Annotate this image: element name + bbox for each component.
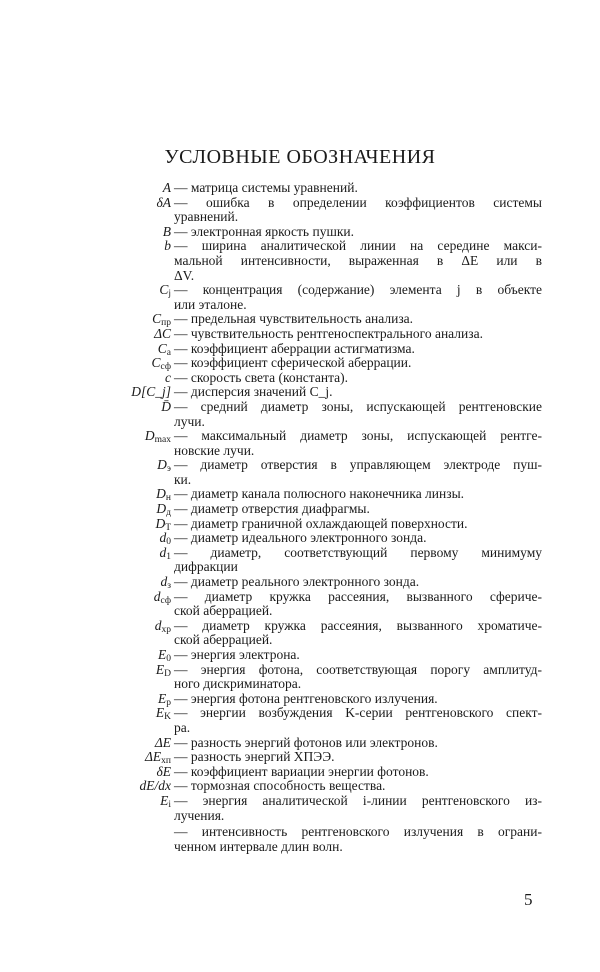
notation-symbol <box>96 342 174 357</box>
notation-entry <box>96 779 542 794</box>
notation-definition <box>174 706 542 735</box>
definition-line: — диаметр канала полюсного наконечника линзы. <box>174 486 465 502</box>
definition-line: ΔV. <box>174 267 195 283</box>
symbol-subscript: 0 <box>166 537 171 548</box>
notation-entry <box>96 590 542 619</box>
notation-entry <box>96 531 542 546</box>
definition-text: максимальный диаметр зоны, испускающей рентге- <box>201 428 543 444</box>
notation-entry <box>96 196 542 225</box>
symbol-main: δE <box>156 763 171 779</box>
notation-entry <box>96 283 542 312</box>
definition-line: — ширина аналитической линии на середине макси- <box>174 238 543 254</box>
definition-text: электронная яркость пушки. <box>190 223 354 239</box>
notation-symbol <box>96 327 174 342</box>
notation-entry <box>96 663 542 692</box>
symbol-main: ΔE <box>154 734 171 750</box>
notation-entry <box>96 794 542 823</box>
notation-symbol <box>96 750 174 765</box>
symbol-main: E <box>155 661 165 677</box>
definition-line: — коэффициент вариации энергии фотонов. <box>174 763 429 779</box>
symbol-main: E <box>155 705 165 721</box>
notation-entry <box>96 385 542 400</box>
notation-symbol <box>96 196 174 225</box>
notation-symbol <box>96 517 174 532</box>
notation-definition <box>174 283 542 312</box>
notation-entry <box>96 327 542 342</box>
symbol-main: d <box>153 588 161 604</box>
notation-definition <box>174 825 542 854</box>
symbol-subscript: хр <box>161 624 171 635</box>
definition-line: — матрица системы уравнений. <box>174 180 358 195</box>
page-title: УСЛОВНЫЕ ОБОЗНАЧЕНИЯ <box>164 146 436 168</box>
definition-line: — энергия фотона, соответствующая порогу амплитуд- <box>174 661 543 677</box>
symbol-subscript: T <box>165 522 171 533</box>
symbol-main: C <box>159 282 169 298</box>
notation-entry <box>96 692 542 707</box>
symbol-main: ΔE <box>144 749 162 765</box>
definition-line: — коэффициент сферической аберрации. <box>174 355 412 371</box>
definition-line: дифракции <box>174 559 238 575</box>
definition-line: — диаметр кружка рассеяния, вызванного сфериче- <box>174 588 543 604</box>
definition-line: ской аберрацией. <box>174 632 273 648</box>
definition-text: разность энергий ХПЭЭ. <box>190 749 335 765</box>
definition-text: средний диаметр зоны, испускающей рентгеновские <box>200 398 542 414</box>
notation-symbol <box>96 575 174 590</box>
symbol-main: A <box>162 180 171 195</box>
notation-entry <box>96 619 542 648</box>
notation-symbol <box>96 706 174 735</box>
notation-symbol <box>96 663 174 692</box>
symbol-subscript: э <box>166 464 171 475</box>
symbol-subscript: D <box>164 668 171 679</box>
notation-entry <box>96 239 542 283</box>
notation-entry <box>96 517 542 532</box>
definition-text: чувствительность рентгеноспектрального анализа. <box>190 325 483 341</box>
notation-definition <box>174 487 542 502</box>
symbol-main: d <box>159 544 167 560</box>
notation-symbol <box>96 765 174 780</box>
notation-symbol <box>96 619 174 648</box>
definition-line: — разность энергий ХПЭЭ. <box>174 749 335 765</box>
notation-definition <box>174 429 542 458</box>
symbol-subscript: j <box>168 289 171 300</box>
definition-line: — диаметр идеального электронного зонда. <box>174 530 427 546</box>
definition-line: — скорость света (константа). <box>174 369 349 385</box>
notation-entry <box>96 371 542 386</box>
notation-definition <box>174 371 542 386</box>
notation-entry <box>96 225 542 240</box>
definition-line: ра. <box>174 719 191 735</box>
notation-symbol <box>96 356 174 371</box>
definition-text: диаметр отверстия в управляющем электроде пуш- <box>200 457 542 473</box>
notation-entry <box>96 400 542 429</box>
notation-definition <box>174 181 542 196</box>
notation-symbol <box>96 825 174 854</box>
notation-definition <box>174 196 542 225</box>
notation-entry <box>96 706 542 735</box>
definition-text: диаметр, соответствующий первому минимуму <box>210 544 542 560</box>
notation-definition <box>174 356 542 371</box>
definition-text: диаметр идеального электронного зонда. <box>190 530 427 546</box>
notation-symbol <box>96 546 174 575</box>
symbol-subscript: max <box>154 435 171 446</box>
symbol-subscript: 0 <box>166 654 171 664</box>
symbol-main: E <box>158 647 167 662</box>
notation-definition <box>174 458 542 487</box>
definition-text: матрица системы уравнений. <box>190 180 358 195</box>
definition-line: — диаметр кружка рассеяния, вызванного хроматиче- <box>174 617 542 633</box>
notation-definition <box>174 400 542 429</box>
definition-line: — дисперсия значений C_j. <box>174 384 333 400</box>
definition-line: — энергия аналитической i-линии рентгеновского из- <box>174 792 543 808</box>
symbol-main: E <box>158 690 167 706</box>
definition-line: — электронная яркость пушки. <box>174 223 354 239</box>
definition-text: энергия фотона, соответствующая порогу амплитуд- <box>200 661 543 677</box>
notation-entry <box>96 750 542 765</box>
definition-line: мальной интенсивности, выраженная в ΔE или в <box>174 252 542 268</box>
notation-definition <box>174 342 542 357</box>
definition-text: энергия аналитической i-линии рентгеновского из- <box>202 792 543 808</box>
definition-text: предельная чувствительность анализа. <box>190 311 414 327</box>
notation-symbol <box>96 283 174 312</box>
symbol-subscript: K <box>164 712 171 723</box>
definition-line: — диаметр отверстия диафрагмы. <box>174 501 370 517</box>
definition-text: диаметр кружка рассеяния, вызванного сфериче- <box>204 588 543 604</box>
notation-definition <box>174 619 542 648</box>
notation-definition <box>174 648 542 663</box>
symbol-main: C <box>151 355 161 371</box>
definition-text: диаметр отверстия диафрагмы. <box>190 501 370 517</box>
symbol-subscript: сф <box>160 362 171 373</box>
symbol-subscript: сф <box>160 595 171 606</box>
definition-line: — разность энергий фотонов или электронов. <box>174 734 438 750</box>
definition-line: — чувствительность рентгеноспектрального анализа. <box>174 325 483 341</box>
symbol-main: dE/dx <box>139 778 171 794</box>
notation-definition <box>174 575 542 590</box>
symbol-main: E <box>160 792 169 808</box>
definition-line: уравнений. <box>174 209 239 225</box>
definition-line: — средний диаметр зоны, испускающей рентгеновские <box>174 398 542 414</box>
notation-entry <box>96 736 542 751</box>
symbol-main: B <box>162 223 171 239</box>
notation-symbol <box>96 458 174 487</box>
notation-symbol <box>96 648 174 663</box>
notation-definition <box>174 546 542 575</box>
notation-definition <box>174 779 542 794</box>
notation-entry <box>96 575 542 590</box>
notation-symbol <box>96 371 174 386</box>
definition-line: — интенсивность рентгеновского излучения в ограни- <box>174 824 542 840</box>
notation-definition <box>174 765 542 780</box>
notation-definition <box>174 239 542 283</box>
definition-text: энергия фотона рентгеновского излучения. <box>190 690 438 706</box>
notation-symbol <box>96 531 174 546</box>
notation-definition <box>174 692 542 707</box>
definition-line: лучения. <box>174 807 225 823</box>
definition-text: диаметр кружка рассеяния, вызванного хроматиче- <box>202 617 542 633</box>
definition-line: ки. <box>174 471 192 487</box>
symbol-main: D <box>155 515 166 531</box>
definition-text: концентрация (содержание) элемента j в объекте <box>202 282 543 298</box>
definition-line: — диаметр, соответствующий первому минимуму <box>174 544 542 560</box>
definition-text: тормозная способность вещества. <box>190 778 386 794</box>
notation-symbol <box>96 429 174 458</box>
symbol-subscript: пр <box>161 318 171 329</box>
definition-line: или эталоне. <box>174 296 247 312</box>
notation-entry <box>96 502 542 517</box>
definition-line: — энергия электрона. <box>174 647 300 662</box>
symbol-subscript: хп <box>161 756 171 767</box>
definition-text: дисперсия значений C_j. <box>190 384 333 400</box>
definition-text: диаметр реального электронного зонда. <box>190 574 420 590</box>
symbol-main: D̄ <box>161 398 171 414</box>
definition-line: новские лучи. <box>174 442 255 458</box>
symbol-main: ΔC <box>154 325 171 341</box>
symbol-subscript: 1 <box>166 551 171 562</box>
definition-line: — диаметр реального электронного зонда. <box>174 574 420 590</box>
notation-symbol <box>96 312 174 327</box>
notation-entry <box>96 429 542 458</box>
definition-line: лучи. <box>174 413 205 429</box>
symbol-main: d <box>154 617 162 633</box>
notation-entry <box>96 765 542 780</box>
symbol-main: d <box>160 574 168 590</box>
symbol-main: b <box>164 238 171 254</box>
definition-line: — тормозная способность вещества. <box>174 778 386 794</box>
symbol-subscript: р <box>166 697 171 708</box>
symbol-main: c <box>165 369 171 385</box>
definition-text: коэффициент вариации энергии фотонов. <box>190 763 429 779</box>
notation-symbol <box>96 502 174 517</box>
notation-entry <box>96 648 542 663</box>
definition-text: энергии возбуждения K-серии рентгеновского спект- <box>200 705 543 721</box>
notation-symbol <box>96 400 174 429</box>
symbol-main: D <box>157 457 167 473</box>
page-number: 5 <box>524 890 533 909</box>
definition-line: — коэффициент аберрации астигматизма. <box>174 340 415 356</box>
definition-text: диаметр канала полюсного наконечника линзы. <box>190 486 465 502</box>
definition-line: ской аберрацией. <box>174 603 273 619</box>
definition-text: диаметр граничной охлаждающей поверхности. <box>190 515 468 531</box>
symbol-main: D <box>156 486 166 502</box>
notation-definition <box>174 312 542 327</box>
notation-symbol <box>96 692 174 707</box>
definition-text: коэффициент аберрации астигматизма. <box>190 340 415 356</box>
notation-symbol <box>96 794 174 823</box>
notation-entry <box>96 458 542 487</box>
notation-symbol <box>96 239 174 283</box>
notation-definition <box>174 531 542 546</box>
notation-entry <box>96 342 542 357</box>
definition-line: — диаметр граничной охлаждающей поверхности. <box>174 515 468 531</box>
notation-symbol <box>96 736 174 751</box>
symbol-subscript: а <box>166 347 171 358</box>
symbol-main: δA <box>156 194 171 210</box>
symbol-main: D <box>144 428 155 444</box>
notation-symbol <box>96 385 174 400</box>
notation-symbol <box>96 225 174 240</box>
definition-line: ного дискриминатора. <box>174 676 302 692</box>
symbol-main: D <box>156 501 167 517</box>
notation-symbol <box>96 181 174 196</box>
notation-entry <box>96 487 542 502</box>
definition-line: — ошибка в определении коэффициентов системы <box>174 194 543 210</box>
definition-line: — диаметр отверстия в управляющем электроде пуш- <box>174 457 542 473</box>
definition-text: ошибка в определении коэффициентов системы <box>205 194 543 210</box>
notation-definition <box>174 663 542 692</box>
notation-symbol <box>96 590 174 619</box>
notation-symbol <box>96 487 174 502</box>
symbol-main: D[C_j] <box>131 384 171 400</box>
notation-definition <box>174 736 542 751</box>
definition-line: — максимальный диаметр зоны, испускающей рентге- <box>174 428 543 444</box>
notation-definition <box>174 225 542 240</box>
definition-line: — концентрация (содержание) элемента j в объекте <box>174 282 543 298</box>
symbol-main: d <box>159 530 167 546</box>
definition-text: ширина аналитической линии на середине макси- <box>201 238 543 254</box>
definition-line: — энергия фотона рентгеновского излучения. <box>174 690 438 706</box>
definition-text: интенсивность рентгеновского излучения в ограни- <box>201 824 542 840</box>
symbol-main: C <box>152 311 162 327</box>
symbol-subscript: н <box>165 493 171 504</box>
notation-entry <box>96 825 542 854</box>
notation-entry <box>96 181 542 196</box>
symbol-subscript: i <box>168 799 171 810</box>
notation-definition <box>174 794 542 823</box>
notation-definition <box>174 502 542 517</box>
notation-definition <box>174 517 542 532</box>
definition-line: ченном интервале длин волн. <box>174 838 343 854</box>
definition-text: разность энергий фотонов или электронов. <box>190 734 438 750</box>
notation-definition <box>174 750 542 765</box>
notation-definition <box>174 385 542 400</box>
notation-entry <box>96 356 542 371</box>
symbol-subscript: д <box>166 508 171 519</box>
definition-text: коэффициент сферической аберрации. <box>190 355 412 371</box>
symbol-subscript: з <box>167 581 171 592</box>
symbol-main: C <box>157 340 167 356</box>
notation-entry <box>96 546 542 575</box>
notation-definition <box>174 590 542 619</box>
definition-line: — энергии возбуждения K-серии рентгеновского спект- <box>174 705 543 721</box>
notation-list <box>96 181 542 854</box>
definition-line: — предельная чувствительность анализа. <box>174 311 414 327</box>
notation-symbol <box>96 779 174 794</box>
notation-entry <box>96 312 542 327</box>
definition-text: энергия электрона. <box>190 647 300 662</box>
notation-definition <box>174 327 542 342</box>
definition-text: скорость света (константа). <box>190 369 349 385</box>
